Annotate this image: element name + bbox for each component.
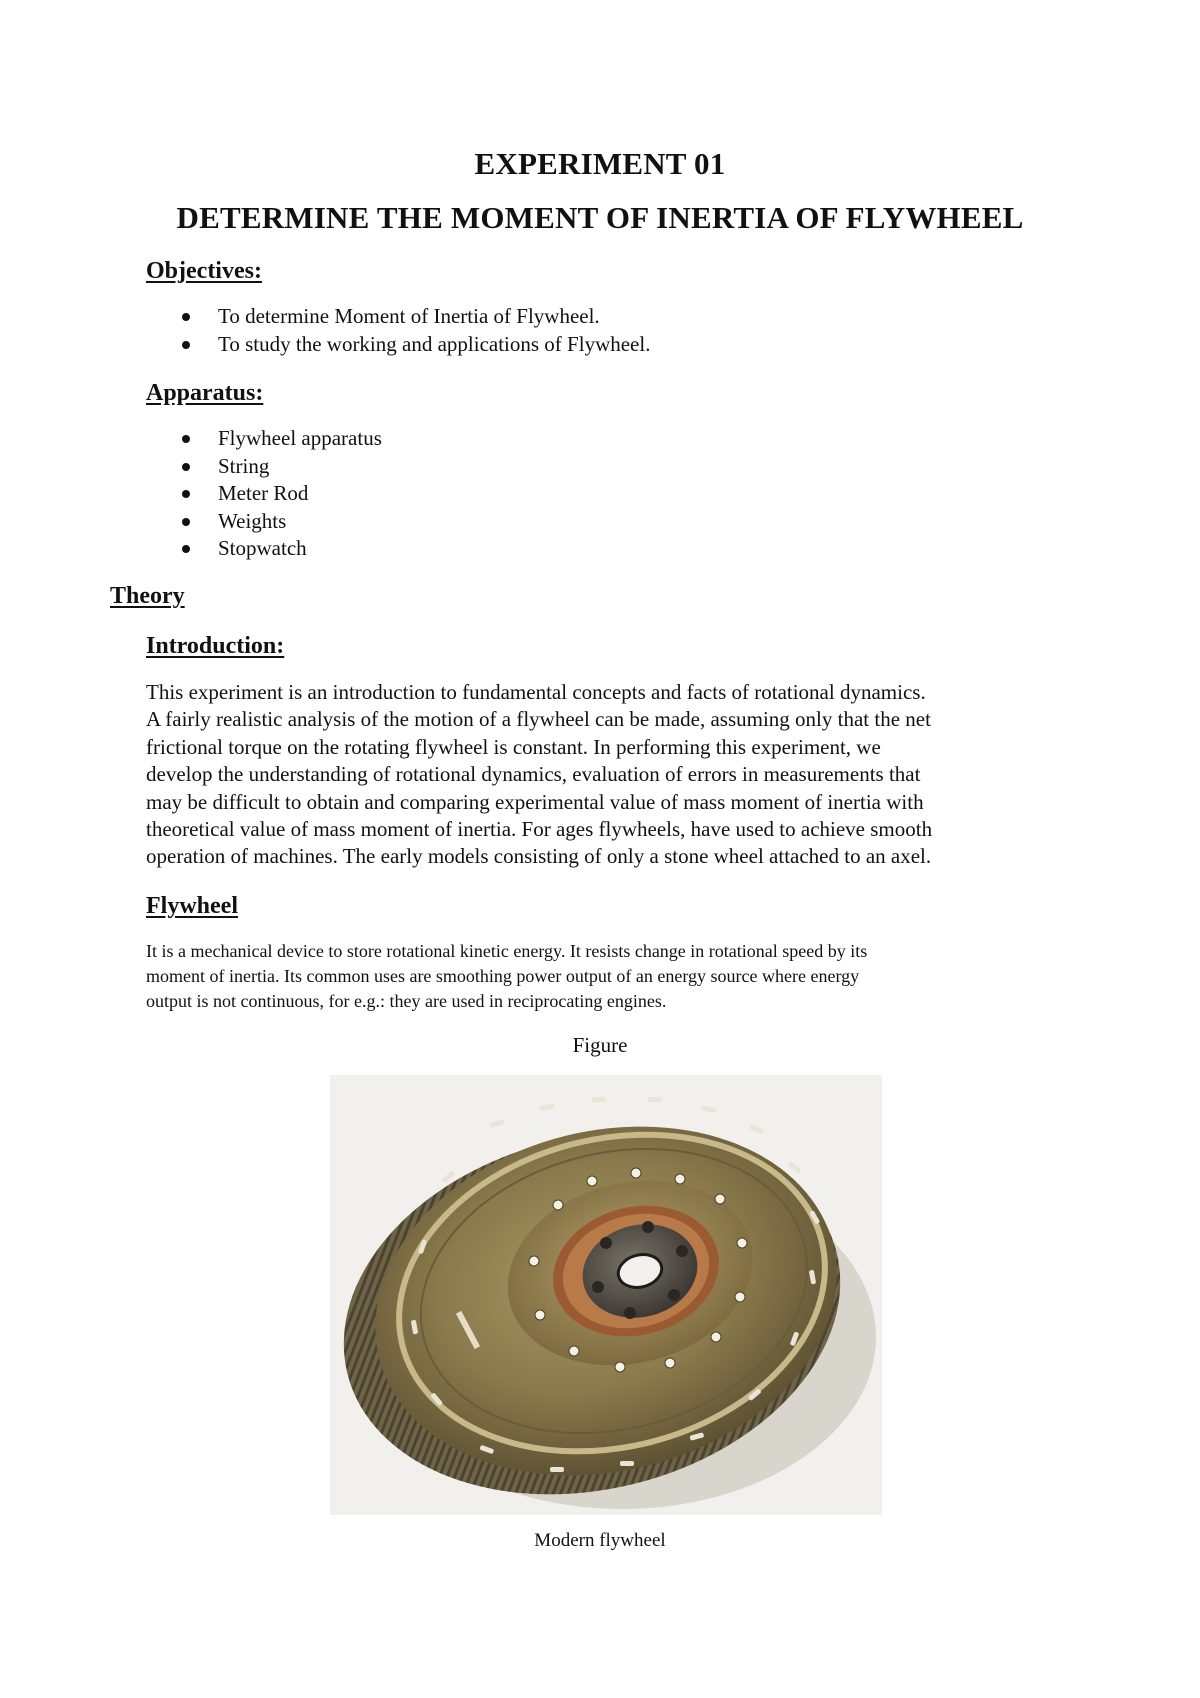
experiment-title: EXPERIMENT 01 bbox=[474, 146, 726, 181]
objectives-list bbox=[178, 303, 650, 358]
list-item: Meter Rod bbox=[178, 480, 382, 508]
theory-heading: Theory bbox=[110, 583, 185, 609]
text-line: A fairly realistic analysis of the motion of a flywheel can be made, assuming only that the net bbox=[146, 707, 931, 732]
text-line: develop the understanding of rotational dynamics, evaluation of errors in measurements that bbox=[146, 762, 921, 787]
text-line: operation of machines. The early models consisting of only a stone wheel attached to an axel. bbox=[146, 844, 932, 869]
text-line: moment of inertia. Its common uses are smoothing power output of an energy source where energy bbox=[146, 966, 860, 986]
flywheel-photo bbox=[330, 1075, 882, 1515]
introduction-paragraph bbox=[146, 679, 1066, 871]
text-line: This experiment is an introduction to fundamental concepts and facts of rotational dynamics. bbox=[146, 680, 926, 704]
introduction-heading: Introduction: bbox=[146, 633, 285, 659]
text-line: frictional torque on the rotating flywheel is constant. In performing this experiment, we bbox=[146, 734, 881, 759]
text-line: output is not continuous, for e.g.: they are used in reciprocating engines. bbox=[146, 991, 667, 1011]
list-item: String bbox=[178, 453, 382, 481]
list-item: Weights bbox=[178, 508, 382, 536]
text-line: theoretical value of mass moment of inertia. For ages flywheels, have used to achieve smooth bbox=[146, 817, 933, 842]
figure-label: Figure bbox=[572, 1033, 628, 1057]
list-item: To determine Moment of Inertia of Flywheel. bbox=[178, 303, 650, 331]
text-line: It is a mechanical device to store rotational kinetic energy. It resists change in rotational speed by its bbox=[146, 941, 868, 961]
figure-caption: Modern flywheel bbox=[534, 1530, 666, 1551]
list-item: Flywheel apparatus bbox=[178, 425, 382, 453]
apparatus-list bbox=[178, 425, 382, 563]
list-item: Stopwatch bbox=[178, 535, 382, 563]
experiment-subtitle: DETERMINE THE MOMENT OF INERTIA OF FLYWHEEL bbox=[176, 200, 1024, 235]
list-item: To study the working and applications of Flywheel. bbox=[178, 331, 650, 359]
objectives-heading: Objectives: bbox=[146, 258, 262, 284]
apparatus-heading: Apparatus: bbox=[146, 380, 264, 406]
flywheel-paragraph bbox=[146, 939, 1066, 1014]
text-line: may be difficult to obtain and comparing experimental value of mass moment of inertia with bbox=[146, 789, 924, 814]
flywheel-heading: Flywheel bbox=[146, 893, 238, 919]
